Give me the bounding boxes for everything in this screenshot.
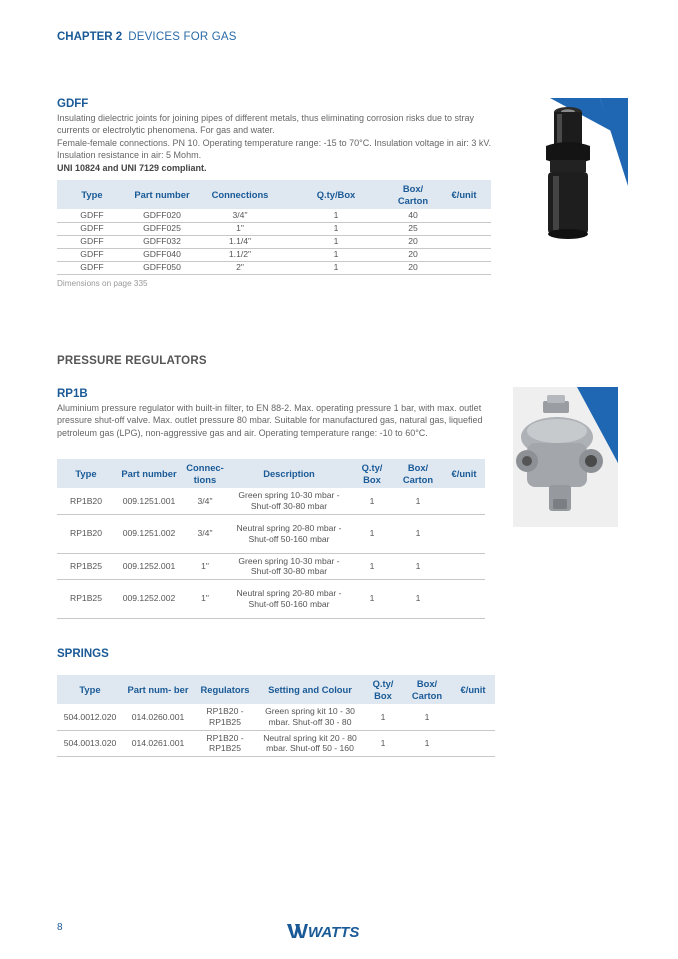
cell-qty: 1 xyxy=(363,704,403,730)
rp1b-header-box: Box/ Carton xyxy=(393,459,443,488)
cell-box: 1 xyxy=(393,553,443,579)
cell-connections: 1.1/4" xyxy=(197,235,283,248)
pressure-regulators-title: PRESSURE REGULATORS xyxy=(57,355,207,367)
regulator-top-knob xyxy=(547,395,565,403)
cell-box: 20 xyxy=(389,261,437,274)
cell-part: GDFF020 xyxy=(127,209,197,222)
cell-qty: 1 xyxy=(283,235,389,248)
gdff-header-box: Box/ Carton xyxy=(389,180,437,209)
joint-bottom xyxy=(548,229,588,239)
cell-unit xyxy=(443,514,485,553)
springs-title: SPRINGS xyxy=(57,648,109,660)
cell-part: 009.1251.002 xyxy=(115,514,183,553)
cell-part: GDFF025 xyxy=(127,222,197,235)
cell-box: 1 xyxy=(393,579,443,618)
cell-box: 1 xyxy=(393,514,443,553)
cell-regulators: RP1B20 - RP1B25 xyxy=(193,730,257,756)
cell-qty: 1 xyxy=(283,222,389,235)
rp1b-title: RP1B xyxy=(57,388,88,400)
cell-type: RP1B25 xyxy=(57,553,115,579)
cell-part: GDFF040 xyxy=(127,248,197,261)
cell-type: GDFF xyxy=(57,248,127,261)
cell-description: Neutral spring 20-80 mbar - Shut-off 50-160 mbar xyxy=(227,514,351,553)
cell-description: Green spring 10-30 mbar - Shut-off 30-80 mbar xyxy=(227,553,351,579)
cell-box: 40 xyxy=(389,209,437,222)
cell-type: 504.0013.020 xyxy=(57,730,123,756)
cell-connections: 1" xyxy=(183,553,227,579)
chapter-title: DEVICES FOR GAS xyxy=(128,31,237,43)
cell-part: 009.1251.001 xyxy=(115,488,183,514)
cell-box: 1 xyxy=(403,730,451,756)
rp1b-header-qty: Q.ty/ Box xyxy=(351,459,393,488)
gdff-table xyxy=(57,180,491,275)
springs-header-regulators: Regulators xyxy=(193,675,257,704)
gdff-desc-line-1: Insulating dielectric joints for joining pipes of different metals, thus eliminating corrosion risks due to stray currents or electrolytic phenomena. For gas and water. xyxy=(57,113,475,136)
cell-unit xyxy=(437,235,491,248)
gdff-header-part: Part number xyxy=(127,180,197,209)
table-row xyxy=(57,261,491,274)
table-row xyxy=(57,222,491,235)
rp1b-header-connections: Connec- tions xyxy=(183,459,227,488)
cell-type: GDFF xyxy=(57,222,127,235)
cell-part: GDFF050 xyxy=(127,261,197,274)
chapter-header xyxy=(57,31,237,43)
rp1b-header-unit: €/unit xyxy=(443,459,485,488)
springs-header-setting: Setting and Colour xyxy=(257,675,363,704)
cell-connections: 1" xyxy=(183,579,227,618)
cell-qty: 1 xyxy=(351,514,393,553)
cell-box: 20 xyxy=(389,248,437,261)
cell-unit xyxy=(443,553,485,579)
springs-header-qty: Q.ty/ Box xyxy=(363,675,403,704)
page-number: 8 xyxy=(57,922,63,933)
cell-type: RP1B20 xyxy=(57,488,115,514)
springs-table xyxy=(57,675,495,757)
springs-header-type: Type xyxy=(57,675,123,704)
cell-qty: 1 xyxy=(363,730,403,756)
cell-qty: 1 xyxy=(351,488,393,514)
regulator-housing-top xyxy=(527,419,587,443)
table-row xyxy=(57,579,485,618)
springs-header-part: Part num- ber xyxy=(123,675,193,704)
cell-unit xyxy=(437,222,491,235)
cell-unit xyxy=(451,704,495,730)
rp1b-header-description: Description xyxy=(227,459,351,488)
table-row xyxy=(57,553,485,579)
gdff-product-image xyxy=(528,96,628,246)
table-row xyxy=(57,730,495,756)
table-row xyxy=(57,235,491,248)
cell-unit xyxy=(437,261,491,274)
cell-unit xyxy=(437,209,491,222)
cell-unit xyxy=(443,579,485,618)
cell-box: 20 xyxy=(389,235,437,248)
table-row xyxy=(57,248,491,261)
cell-part: 009.1252.002 xyxy=(115,579,183,618)
cell-description: Green spring 10-30 mbar - Shut-off 30-80 mbar xyxy=(227,488,351,514)
rp1b-header-type: Type xyxy=(57,459,115,488)
cell-connections: 2" xyxy=(197,261,283,274)
pressure-regulator-illustration xyxy=(513,387,618,527)
regulator-outlet-bore xyxy=(585,455,597,467)
chapter-number: CHAPTER 2 xyxy=(57,31,123,43)
rp1b-product-image xyxy=(513,387,618,527)
regulator-drain xyxy=(553,499,567,509)
gdff-header-connections: Connections xyxy=(197,180,283,209)
regulator-inlet-bore xyxy=(522,456,532,466)
gdff-section xyxy=(57,98,497,174)
rp1b-description: Aluminium pressure regulator with built-in filter, to EN 88-2. Max. operating pressure 1 bar, with max. outlet pressure shut-off valve. Max. outlet pressure 80 mbar. Suitable for manufactured gas, natural gas, liquefied petroleum gas (LPG), non-aggressive gas and air. Operating temperature range: -10 to 60°C. xyxy=(57,403,483,438)
cell-qty: 1 xyxy=(283,261,389,274)
cell-part: GDFF032 xyxy=(127,235,197,248)
dielectric-joint-illustration xyxy=(528,96,628,246)
springs-header-box: Box/ Carton xyxy=(403,675,451,704)
cell-connections: 1.1/2" xyxy=(197,248,283,261)
cell-type: RP1B25 xyxy=(57,579,115,618)
table-row xyxy=(57,514,485,553)
gdff-header-qty: Q.ty/Box xyxy=(283,180,389,209)
gdff-dimensions-note: Dimensions on page 335 xyxy=(57,279,148,288)
rp1b-section xyxy=(57,388,497,439)
cell-connections: 3/4" xyxy=(197,209,283,222)
cell-box: 1 xyxy=(393,488,443,514)
table-row xyxy=(57,488,485,514)
cell-type: 504.0012.020 xyxy=(57,704,123,730)
cell-qty: 1 xyxy=(283,248,389,261)
springs-header-unit: €/unit xyxy=(451,675,495,704)
cell-connections: 3/4" xyxy=(183,514,227,553)
cell-unit xyxy=(451,730,495,756)
cell-description: Neutral spring 20-80 mbar - Shut-off 50-160 mbar xyxy=(227,579,351,618)
gdff-compliance: UNI 10824 and UNI 7129 compliant. xyxy=(57,162,207,173)
table-row xyxy=(57,704,495,730)
cell-qty: 1 xyxy=(351,579,393,618)
cell-type: GDFF xyxy=(57,235,127,248)
cell-part: 014.0261.001 xyxy=(123,730,193,756)
cell-setting: Neutral spring kit 20 - 80 mbar. Shut-off 50 - 160 xyxy=(257,730,363,756)
cell-connections: 3/4" xyxy=(183,488,227,514)
gdff-header-type: Type xyxy=(57,180,127,209)
logo-wordmark: WATTS xyxy=(308,924,360,940)
cell-box: 1 xyxy=(403,704,451,730)
gdff-header-unit: €/unit xyxy=(437,180,491,209)
cell-box: 25 xyxy=(389,222,437,235)
rp1b-table xyxy=(57,459,485,619)
rp1b-header-part: Part number xyxy=(115,459,183,488)
cell-qty: 1 xyxy=(351,553,393,579)
gdff-title: GDFF xyxy=(57,98,89,110)
cell-type: GDFF xyxy=(57,209,127,222)
cell-type: GDFF xyxy=(57,261,127,274)
joint-highlight xyxy=(557,114,562,144)
cell-type: RP1B20 xyxy=(57,514,115,553)
cell-regulators: RP1B20 - RP1B25 xyxy=(193,704,257,730)
cell-part: 014.0260.001 xyxy=(123,704,193,730)
joint-mid-body xyxy=(550,160,586,172)
gdff-desc-line-2: Female-female connections. PN 10. Operating temperature range: -15 to 70°C. Insulation voltage in air: 3 kV. Insulation resistance in air: 5 Mohm. xyxy=(57,137,492,161)
cell-unit xyxy=(437,248,491,261)
gdff-description xyxy=(57,112,497,174)
watts-logo-mark xyxy=(287,922,371,940)
watts-logo xyxy=(287,922,371,945)
table-row xyxy=(57,209,491,222)
joint-lower-highlight xyxy=(553,176,559,230)
cell-setting: Green spring kit 10 - 30 mbar. Shut-off 30 - 80 xyxy=(257,704,363,730)
cell-part: 009.1252.001 xyxy=(115,553,183,579)
cell-unit xyxy=(443,488,485,514)
cell-qty: 1 xyxy=(283,209,389,222)
cell-connections: 1" xyxy=(197,222,283,235)
